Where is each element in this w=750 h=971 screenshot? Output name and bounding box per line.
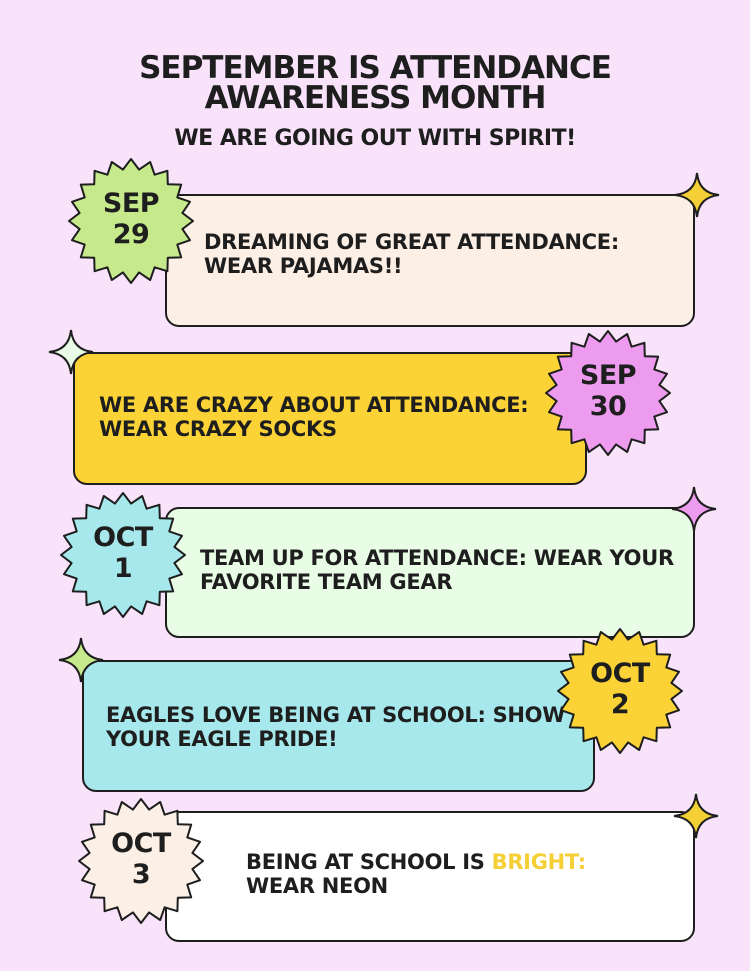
badge-month: SEP bbox=[102, 188, 160, 219]
event-text-oct-1 bbox=[200, 546, 674, 594]
event-line-1: WE ARE CRAZY ABOUT ATTENDANCE: bbox=[99, 393, 529, 417]
event-line-1-highlight: BRIGHT: bbox=[491, 850, 586, 874]
event-line-2: WEAR PAJAMAS!! bbox=[204, 254, 403, 278]
event-line-1: EAGLES LOVE BEING AT SCHOOL: SHOW bbox=[106, 703, 566, 727]
date-badge-oct-1 bbox=[58, 490, 188, 620]
badge-month: OCT bbox=[93, 522, 153, 553]
badge-month: SEP bbox=[579, 360, 637, 391]
sparkle-icon bbox=[673, 171, 721, 219]
badge-day: 2 bbox=[610, 689, 630, 720]
badge-month: OCT bbox=[590, 658, 650, 689]
sparkle-icon bbox=[57, 636, 105, 684]
event-text-sep-30 bbox=[99, 393, 528, 441]
event-line-2: WEAR NEON bbox=[246, 874, 388, 898]
event-line-1: DREAMING OF GREAT ATTENDANCE: bbox=[204, 230, 619, 254]
event-text-oct-2 bbox=[106, 703, 565, 751]
page-subtitle: WE ARE GOING OUT WITH SPIRIT! bbox=[174, 126, 576, 151]
event-line-2: WEAR CRAZY SOCKS bbox=[99, 417, 337, 441]
date-badge-oct-2 bbox=[555, 626, 685, 756]
event-line-1 bbox=[246, 850, 586, 874]
event-line-1: TEAM UP FOR ATTENDANCE: WEAR YOUR bbox=[200, 546, 674, 570]
event-line-2: FAVORITE TEAM GEAR bbox=[200, 570, 453, 594]
badge-day: 1 bbox=[113, 553, 133, 584]
event-line-2: YOUR EAGLE PRIDE! bbox=[106, 727, 338, 751]
badge-day: 30 bbox=[589, 391, 627, 422]
page-title-line-2: AWARENESS MONTH bbox=[204, 80, 546, 116]
sparkle-icon bbox=[670, 485, 718, 533]
sparkle-icon bbox=[47, 328, 95, 376]
sparkle-icon bbox=[672, 792, 720, 840]
event-line-1-prefix: BEING AT SCHOOL IS bbox=[246, 850, 492, 874]
badge-day: 29 bbox=[112, 219, 150, 250]
date-badge-oct-3 bbox=[76, 796, 206, 926]
event-text-oct-3 bbox=[246, 850, 586, 898]
date-badge-sep-30 bbox=[543, 328, 673, 458]
event-text-sep-29 bbox=[204, 230, 619, 278]
date-badge-sep-29 bbox=[66, 156, 196, 286]
badge-month: OCT bbox=[111, 828, 171, 859]
badge-day: 3 bbox=[131, 859, 151, 890]
page-title-line-1: SEPTEMBER IS ATTENDANCE bbox=[139, 50, 611, 86]
